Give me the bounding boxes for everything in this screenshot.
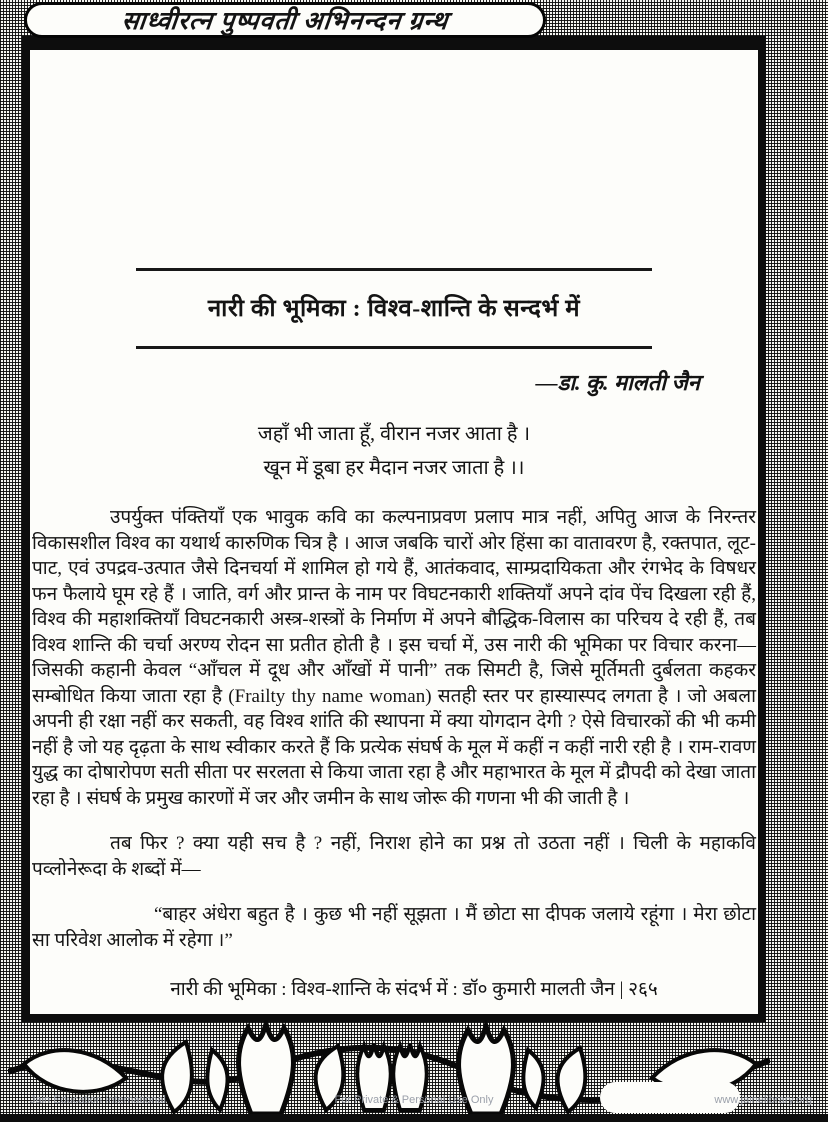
verse-line-1: जहाँ भी जाता हूँ, वीरान नजर आता है । [257, 423, 531, 445]
page-footer: नारी की भूमिका : विश्व-शान्ति के संदर्भ में : डॉ० कुमारी मालती जैन | २६५ [170, 979, 658, 1000]
book-title: साध्वीरत्न पुष्पवती अभिनन्दन ग्रन्थ [120, 8, 450, 35]
page-content [30, 50, 758, 1014]
watermark-center: For Private & Personal Use Only [334, 1094, 494, 1106]
quote-paragraph: “बाहर अंधेरा बहुत है । कुछ भी नहीं सूझता । मैं छोटा सा दीपक जलाये रहूंगा । मेरा छोटा सा परिवेश आलोक में रहेगा ।” [32, 904, 756, 951]
page-content-frame [22, 36, 766, 1022]
book-title-banner [24, 2, 546, 38]
bottom-border-bar [0, 1114, 828, 1122]
verse-couplet [32, 417, 756, 485]
article-title: नारी की भूमिका : विश्व-शान्ति के सन्दर्भ में [207, 296, 581, 322]
watermark-left: Jain Education International [30, 1094, 166, 1106]
body-paragraph-1: उपर्युक्त पंक्तियाँ एक भावुक कवि का कल्पनाप्रवण प्रलाप मात्र नहीं, अपितु आज के निरन्तर विकासशील विश्व का यथार्थ कारुणिक चित्र है । आज जबकि चारों ओर हिंसा का वातावरण है, रक्तपात, लूट-पाट, एवं उपद्रव-उत्पात जैसे दिनचर्या में शामिल हो गये हैं, आतंकवाद, साम्प्रदायिकता और रंगभेद के विषधर फन फैलाये घूम रहे हैं । जाति, वर्ग और प्रान्त के नाम पर विघटनकारी शक्तियाँ अपने दांव पेंच दिखला रही हैं, विश्व की महाशक्तियाँ विघटनकारी अस्त्र-शस्त्रों के निर्माण में अपने बौद्धिक-विलास का परिचय दे रही हैं, तब विश्व शान्ति की चर्चा अरण्य रोदन सा प्रतीत होती है । इस चर्चा में, उस नारी की भूमिका पर विचार करना—जिसकी कहानी केवल “आँचल में दूध और आँखों में पानी” तक सिमटी है, जिसे मूर्तिमती दुर्बलता कहकर सम्बोधित किया जाता रहा है (Frailty thy name woman) सतही स्तर पर हास्यास्पद लगता है । जो अबला अपनी ही रक्षा नहीं कर सकती, वह विश्व शांति की स्थापना में क्या योगदान देगी ? ऐसे विचारकों की भी कमी नहीं है जो यह दृढ़ता के साथ स्वीकार करते हैं कि प्रत्येक संघर्ष के मूल में कहीं न कहीं नारी रही है । राम-रावण युद्ध का दोषारोपण सती सीता पर सरलता से किया जाता रहा है और महाभारत के मूल में द्रौपदी को देखा जाता रहा है । संघर्ष के प्रमुख कारणों में जर और जमीन के साथ जोरू की गणना भी की जाती है । [32, 507, 756, 809]
article-title-block [136, 268, 652, 349]
watermark-right: www.jainelibrary.org [714, 1094, 812, 1106]
bellflower-icon [24, 1050, 126, 1092]
body-paragraph-2: तब फिर ? क्या यही सच है ? नहीं, निराश होने का प्रश्न तो उठता नहीं । चिली के महाकवि पव्लोनेरूदा के शब्दों में— [32, 833, 756, 880]
verse-line-2: खून में डूबा हर मैदान नजर जाता है ।। [263, 457, 525, 479]
author-byline: —डा. कु. मालती जैन [535, 370, 700, 395]
